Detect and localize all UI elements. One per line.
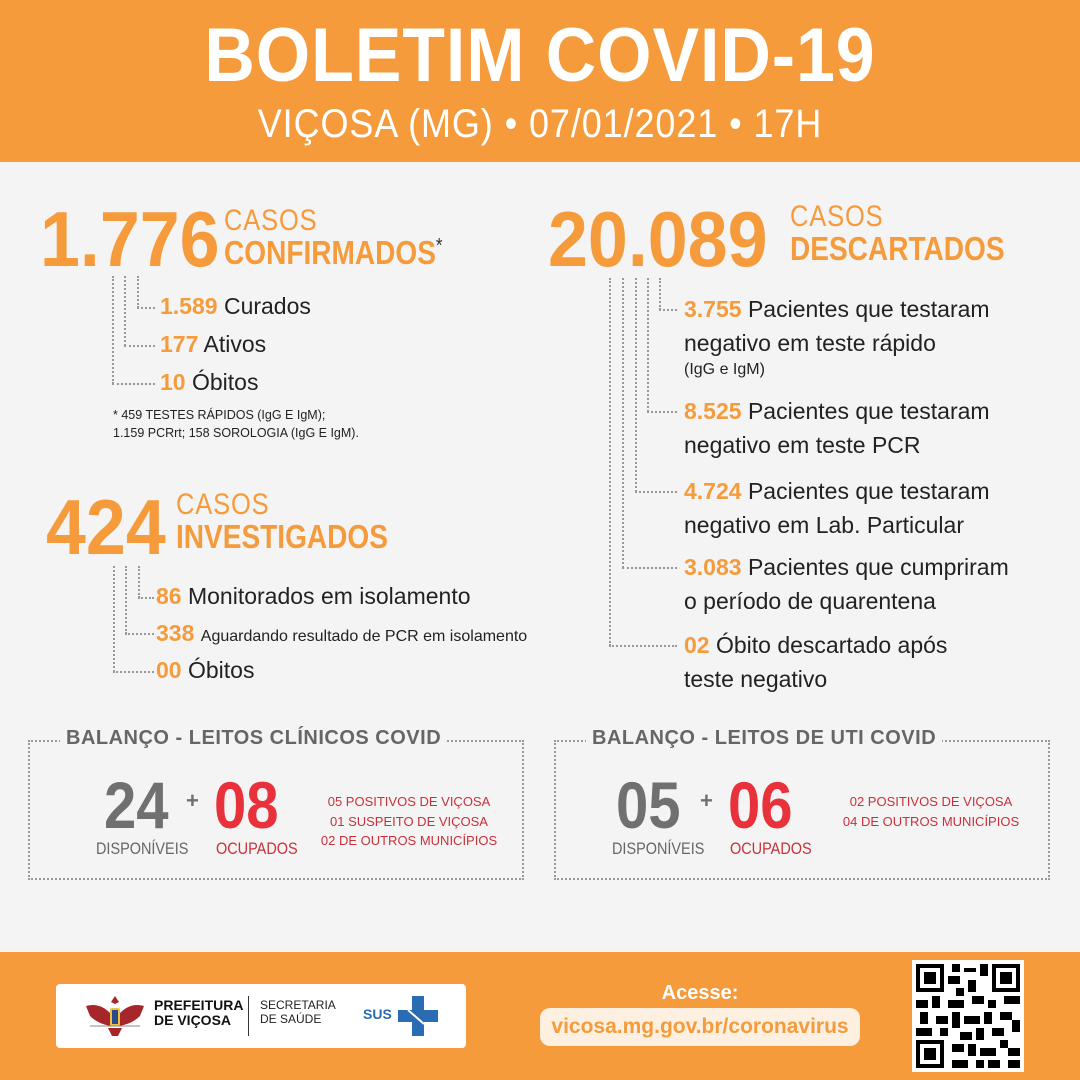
qr-code-icon[interactable] <box>912 960 1024 1072</box>
confirmed-label-line2 <box>224 236 443 269</box>
footer-banner <box>0 952 1080 1080</box>
item-value: 338 <box>156 620 195 646</box>
plus-icon: + <box>186 788 199 813</box>
prefeitura-line1: PREFEITURA <box>154 997 244 1013</box>
detail-line: 05 POSITIVOS DE VIÇOSA <box>327 794 491 809</box>
institution-logos <box>56 984 466 1048</box>
item-value: 86 <box>156 583 182 609</box>
connector-line <box>647 278 649 412</box>
item-value: 3.755 <box>684 296 742 322</box>
vicosa-coat-of-arms-icon <box>84 992 146 1040</box>
investigated-item-monitored <box>156 580 471 613</box>
bulletin-subtitle: VIÇOSA (MG) • 07/01/2021 • 17H <box>257 102 823 146</box>
item-label-line3: (IgG e IgM) <box>684 361 765 378</box>
icu-occupied-label: OCUPADOS <box>730 839 812 858</box>
connector-line <box>659 278 661 310</box>
item-label: Pacientes que testaram <box>747 296 990 322</box>
discarded-label-line1: CASOS <box>790 200 884 233</box>
investigated-item-deaths <box>156 654 254 687</box>
investigated-label-line2: INVESTIGADOS <box>176 518 388 555</box>
clinical-available-label: DISPONÍVEIS <box>96 839 189 858</box>
detail-line: 02 POSITIVOS DE VIÇOSA <box>849 794 1013 809</box>
item-label: Curados <box>223 293 311 319</box>
item-label-line2: negativo em Lab. Particular <box>684 512 964 538</box>
footnote-line2: 1.159 PCRrt; 158 SOROLOGIA (IgG E IgM). <box>113 426 359 441</box>
clinical-beds-title: BALANÇO - LEITOS CLÍNICOS COVID <box>60 728 447 748</box>
connector-line <box>124 345 155 347</box>
connector-line <box>113 671 154 673</box>
discarded-label-line2: DESCARTADOS <box>790 230 1005 267</box>
investigated-label <box>176 490 388 553</box>
item-label-line2: negativo em teste rápido <box>684 330 936 356</box>
prefeitura-name <box>154 998 243 1029</box>
sus-label: SUS <box>363 1006 392 1022</box>
icu-available-label: DISPONÍVEIS <box>612 839 705 858</box>
website-link[interactable]: vicosa.mg.gov.br/coronavirus <box>540 1008 860 1046</box>
item-label: Monitorados em isolamento <box>187 583 471 609</box>
prefeitura-line2: DE VIÇOSA <box>154 1012 232 1029</box>
item-value: 02 <box>684 632 710 658</box>
confirmed-label-text: CONFIRMADOS <box>224 234 436 271</box>
secretaria-line1: SECRETARIA <box>260 998 336 1012</box>
clinical-occupied-details <box>314 792 504 851</box>
item-value: 00 <box>156 657 182 683</box>
connector-line <box>112 276 114 384</box>
icu-beds-title: BALANÇO - LEITOS DE UTI COVID <box>586 728 942 748</box>
discarded-item-death-discarded <box>684 628 947 696</box>
detail-line: 01 SUSPEITO DE VIÇOSA <box>330 813 488 829</box>
connector-line <box>659 309 677 311</box>
item-label: Ativos <box>203 331 267 357</box>
item-label: Pacientes que testaram <box>747 398 990 424</box>
connector-line <box>138 566 140 598</box>
connector-line <box>125 566 127 634</box>
item-label: Óbitos <box>191 369 259 395</box>
connector-line <box>113 566 115 672</box>
confirmed-count: 1.776 <box>40 195 220 283</box>
discarded-item-private-lab <box>684 474 990 542</box>
item-value: 8.525 <box>684 398 742 424</box>
confirmed-item-deaths <box>160 366 258 399</box>
connector-line <box>635 491 677 493</box>
secretaria-line2: DE SAÚDE <box>260 1012 322 1027</box>
connector-line <box>647 411 677 413</box>
item-value: 4.724 <box>684 478 742 504</box>
discarded-item-quarantine <box>684 550 1009 618</box>
confirmed-item-active <box>160 328 266 361</box>
clinical-available-count: 24 <box>104 768 169 842</box>
item-label: Pacientes que cumpriram <box>747 554 1009 580</box>
detail-line: 02 DE OUTROS MUNICÍPIOS <box>320 833 498 848</box>
item-value: 10 <box>160 369 186 395</box>
connector-line <box>125 633 154 635</box>
item-value: 1.589 <box>160 293 218 319</box>
item-label: Óbitos <box>187 657 255 683</box>
sus-cross-icon <box>398 996 438 1036</box>
confirmed-label-line1: CASOS <box>224 204 318 237</box>
connector-line <box>137 276 139 308</box>
item-label-line2: negativo em teste PCR <box>684 432 921 458</box>
confirmed-item-cured <box>160 290 311 323</box>
icu-occupied-count: 06 <box>728 768 793 842</box>
discarded-label <box>790 202 1005 265</box>
clinical-beds-panel <box>28 727 524 880</box>
item-label: Pacientes que testaram <box>747 478 990 504</box>
connector-line <box>137 307 155 309</box>
item-label: Aguardando resultado de PCR em isolamento <box>200 628 528 645</box>
discarded-item-pcr <box>684 394 990 462</box>
connector-line <box>124 276 126 346</box>
connector-line <box>622 278 624 568</box>
connector-line <box>622 567 677 569</box>
connector-line <box>609 278 611 646</box>
investigated-count: 424 <box>46 483 166 571</box>
item-value: 3.083 <box>684 554 742 580</box>
item-value: 177 <box>160 331 199 357</box>
confirmed-label <box>224 206 443 269</box>
clinical-occupied-count: 08 <box>214 768 279 842</box>
secretaria-name <box>260 998 336 1027</box>
item-label-line2: o período de quarentena <box>684 588 936 614</box>
investigated-item-awaiting <box>156 617 527 650</box>
access-label: Acesse: <box>661 982 739 1004</box>
item-label-line2: teste negativo <box>684 666 828 692</box>
footnote-line1: * 459 TESTES RÁPIDOS (IgG E IgM); <box>113 408 326 422</box>
bulletin-title: BOLETIM COVID-19 <box>204 13 876 98</box>
clinical-occupied-label: OCUPADOS <box>216 839 298 858</box>
logo-divider <box>248 996 249 1036</box>
header-banner <box>0 0 1080 162</box>
tests-footnote <box>113 406 359 442</box>
icu-occupied-details <box>836 792 1026 831</box>
discarded-count: 20.089 <box>548 195 768 283</box>
connector-line <box>609 645 677 647</box>
connector-line <box>635 278 637 492</box>
discarded-item-rapid-test <box>684 292 990 380</box>
item-label: Óbito descartado após <box>715 632 948 658</box>
investigated-label-line1: CASOS <box>176 488 270 521</box>
plus-icon: + <box>700 788 713 813</box>
detail-line: 04 DE OUTROS MUNICÍPIOS <box>842 813 1020 829</box>
icu-beds-panel <box>554 727 1050 880</box>
icu-available-count: 05 <box>616 768 681 842</box>
asterisk-mark: * <box>435 235 443 257</box>
connector-line <box>138 597 154 599</box>
connector-line <box>112 383 155 385</box>
